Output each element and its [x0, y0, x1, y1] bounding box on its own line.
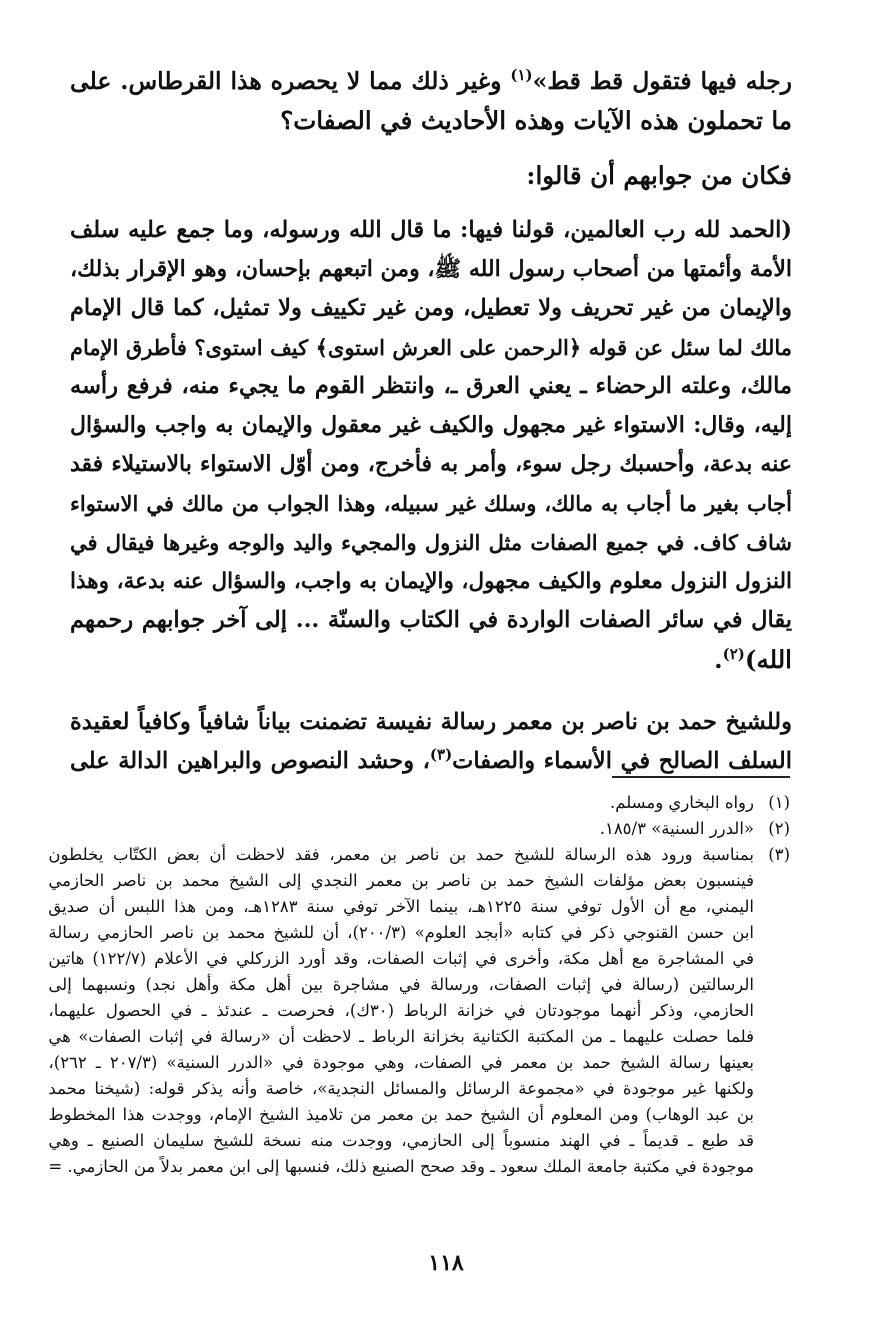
page-number: ١١٨: [428, 1250, 464, 1276]
text-line: رجله فيها فتقول قط قط»$^{(١)}$ وغير ذلك مما لا يحصره هذا القرطاس. على: [70, 66, 792, 95]
text-line: مالك لما سئل عن قوله ﴿الرحمن على العرش استوى﴾ كيف استوى؟ فأطرق الإمام: [70, 335, 792, 360]
footnote-text: «الدرر السنية» ١٨٥/٣.: [599, 819, 754, 838]
footnote-number: (٣): [768, 845, 790, 864]
text-line: والإيمان من غير تحريف ولا تعطيل، ومن غير تكييف ولا تمثيل، كما قال الإمام: [70, 295, 792, 321]
text-line: وللشيخ حمد بن ناصر بن معمر رسالة نفيسة تضمنت بياناً شافياً وكافياً لعقيدة: [70, 709, 792, 735]
footnote-ref-1[interactable]: (١): [510, 66, 533, 85]
footnote-2: [76, 816, 790, 842]
text-line: السلف الصالح في الأسماء والصفات$^{(٣)}$، وحشد النصوص والبراهين الدالة على: [70, 745, 792, 774]
text-line: (الحمد لله رب العالمين، قولنا فيها: ما قال الله ورسوله، وما جمع عليه سلف: [70, 217, 792, 243]
footnote-ref-3[interactable]: (٣): [429, 745, 453, 764]
footnote-ref-2[interactable]: (٢): [722, 644, 745, 663]
footnote-text: بمناسبة ورود هذه الرسالة للشيخ حمد بن ناصر بن معمر، فقد لاحظت أن بعض الكتّاب يخلطون فينسبون بعض مؤلفات الشيخ حمد بن ناصر بن معمر النجدي إلى الشيخ محمد بن ناصر الحازمي اليمني، مع أن الأول توفي سنة ١٢٢٥هـ، بينما الآخر توفي سنة ١٢٨٣هـ، ومن هذا اللبس أن صديق ابن حسن القنوجي ذكر في كتابه «أبجد العلوم» (٢٠٠/٣)، أن للشيخ محمد بن ناصر الحازمي رسالة في المشاجرة مع أهل مكة، وأخرى في إثبات الصفات، وقد أورد الزركلي في الأعلام (١٢٢/٧) هاتين الرسالتين (رسالة في إثبات الصفات، ورسالة في مشاجرة بين أهل مكة وأهل نجد) ونسبهما إلى الحازمي، وذكر أنهما موجودتان في خزانة الرباط (٣٠ك)، فحرصت ـ عندئذ ـ في الحصول عليهما، فلما حصلت عليهما ـ من المكتبة الكتانية بخزانة الرباط ـ لاحظت أن «رسالة في إثبات الصفات» هي بعينها رسالة الشيخ حمد بن معمر في الصفات، وهي موجودة في «الدرر السنية» (٢٠٧/٣ ـ ٢٦٢)، ولكنها غير موجودة في «مجموعة الرسائل والمسائل النجدية»، خاصة وأنه يذكر قوله: (شيخنا محمد بن عبد الوهاب) ومن المعلوم أن الشيخ حمد بن معمر من تلاميذ الشيخ الإمام، ووجدت هذا المخطوط قد طبع ـ قديماً ـ في الهند منسوباً إلى الحازمي، ووجدت منه نسخة للشيخ سليمان الصنيع ـ وهي موجودة في مكتبة جامعة الملك سعود ـ وقد صحح الصنيع ذلك، فنسبها إلى ابن معمر بدلاً من الحازمي. =: [48, 845, 754, 1176]
text-line: شاف كاف. في جميع الصفات مثل النزول والمجيء واليد والوجه وغيرها فيقال في: [70, 530, 792, 555]
text-line: يقال في سائر الصفات الواردة في الكتاب والسنّة ... إلى آخر جوابهم رحمهم: [70, 607, 792, 633]
footnote-number: (٢): [768, 819, 790, 838]
text-line: مالك، وعلته الرحضاء ـ يعني العرق ـ، وانتظر القوم ما يجيء منه، فرفع رأسه: [70, 373, 792, 399]
text-line: النزول النزول معلوم والكيف مجهول، والإيمان به واجب، والسؤال عنه بدعة، وهذا: [70, 569, 792, 594]
footnotes: [48, 790, 790, 1180]
main-text: [70, 62, 792, 781]
footnote-1: [76, 790, 790, 816]
text-line: الله)$^{(٢)}$.: [714, 644, 792, 674]
text-line: عنه بدعة، وأحسبك رجل سوء، وأمر به فأخرج، ومن أوّل الاستواء بالاستيلاء فقد: [70, 451, 792, 477]
text-line: أجاب بغير ما أجاب به مالك، وسلك غير سبيله، وهذا الجواب من مالك في الاستواء: [70, 491, 792, 516]
text-line: فكان من جوابهم أن قالوا:: [526, 161, 792, 190]
footnote-divider: [612, 776, 790, 778]
footnote-3: [48, 842, 790, 1180]
footnote-text: رواه البخاري ومسلم.: [609, 793, 754, 812]
text-line: ما تحملون هذه الآيات وهذه الأحاديث في الصفات؟: [280, 106, 792, 135]
text-line: إليه، وقال: الاستواء غير مجهول والكيف غير معقول والإيمان به واجب والسؤال: [70, 412, 792, 438]
text-line: الأمة وأئمتها من أصحاب رسول الله ﷺ، ومن اتبعهم بإحسان، وهو الإقرار بذلك،: [70, 256, 792, 282]
footnote-number: (١): [768, 793, 790, 812]
